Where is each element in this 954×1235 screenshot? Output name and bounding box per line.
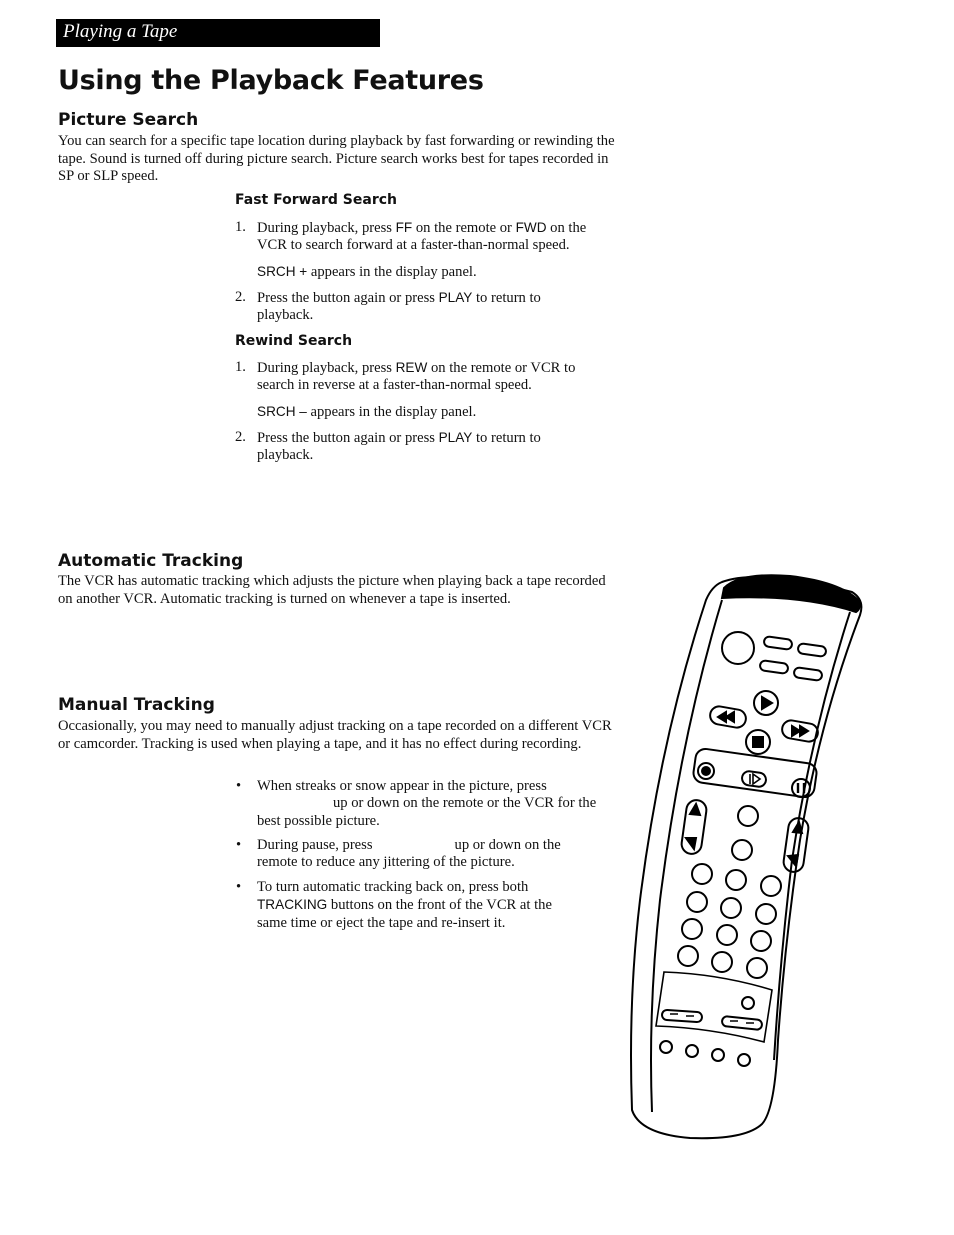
rew-step-1: 1. During playback, press REW on the remote or VCR to search in reverse at a faster-than-normal speed. bbox=[235, 359, 576, 394]
srch-minus-display: SRCH – bbox=[257, 404, 307, 419]
play-key: PLAY bbox=[438, 430, 473, 445]
step-number: 2. bbox=[235, 429, 246, 445]
step-number: 1. bbox=[235, 359, 246, 375]
manual-tracking-bullet-3: • To turn automatic tracking back on, press both TRACKING buttons on the front of the VCR at the same time or eject the tape and re-insert it. bbox=[236, 879, 552, 931]
automatic-tracking-text: The VCR has automatic tracking which adjusts the picture when playing back a tape recorded on another VCR. Automatic tracking is turned on whenever a tape is inserted. bbox=[58, 573, 606, 607]
play-key: PLAY bbox=[438, 290, 473, 305]
section-title: Playing a Tape bbox=[63, 21, 178, 42]
automatic-tracking-heading: Automatic Tracking bbox=[58, 551, 244, 571]
step-number: 2. bbox=[235, 289, 246, 305]
fwd-key: FWD bbox=[515, 220, 547, 235]
ff-display-note: SRCH + appears in the display panel. bbox=[257, 264, 477, 280]
ff-key: FF bbox=[395, 220, 413, 235]
rew-key: REW bbox=[395, 360, 428, 375]
picture-search-intro: You can search for a specific tape location during playback by fast forwarding or rewinding the tape. Sound is turned off during picture search. Picture search works best for tapes recorded in SP or SLP speed. bbox=[58, 133, 615, 185]
bullet: • bbox=[236, 778, 242, 794]
ff-step-1: 1. During playback, press FF on the remote or FWD on the VCR to search forward at a faster-than-normal speed. bbox=[235, 219, 587, 254]
bullet: • bbox=[236, 837, 242, 853]
manual-tracking-bullet-1: • When streaks or snow appear in the picture, press up or down on the remote or the VCR for the best possible picture. bbox=[236, 778, 597, 829]
bullet: • bbox=[236, 879, 242, 895]
fast-forward-search-heading: Fast Forward Search bbox=[235, 192, 397, 208]
manual-tracking-heading: Manual Tracking bbox=[58, 695, 215, 715]
srch-plus-display: SRCH + bbox=[257, 264, 308, 279]
vcr-remote-control-illustration bbox=[600, 560, 880, 1160]
manual-tracking-text: Occasionally, you may need to manually adjust tracking on a tape recorded on a different VCR or camcorder. Tracking is used when playing a tape, and it has no effect during recording. bbox=[58, 718, 612, 752]
picture-search-heading: Picture Search bbox=[58, 110, 199, 130]
section-header-bar bbox=[56, 19, 380, 47]
rew-display-note: SRCH – appears in the display panel. bbox=[257, 404, 477, 420]
step-number: 1. bbox=[235, 219, 246, 235]
ff-step-2: 2. Press the button again or press PLAY to return to playback. bbox=[235, 289, 541, 324]
rewind-search-heading: Rewind Search bbox=[235, 333, 353, 349]
tracking-key: TRACKING bbox=[257, 897, 328, 913]
page-title: Using the Playback Features bbox=[58, 65, 484, 96]
rew-step-2: 2. Press the button again or press PLAY to return to playback. bbox=[235, 429, 541, 464]
manual-tracking-bullet-2: • During pause, press up or down on the remote to reduce any jittering of the picture. bbox=[236, 837, 561, 871]
